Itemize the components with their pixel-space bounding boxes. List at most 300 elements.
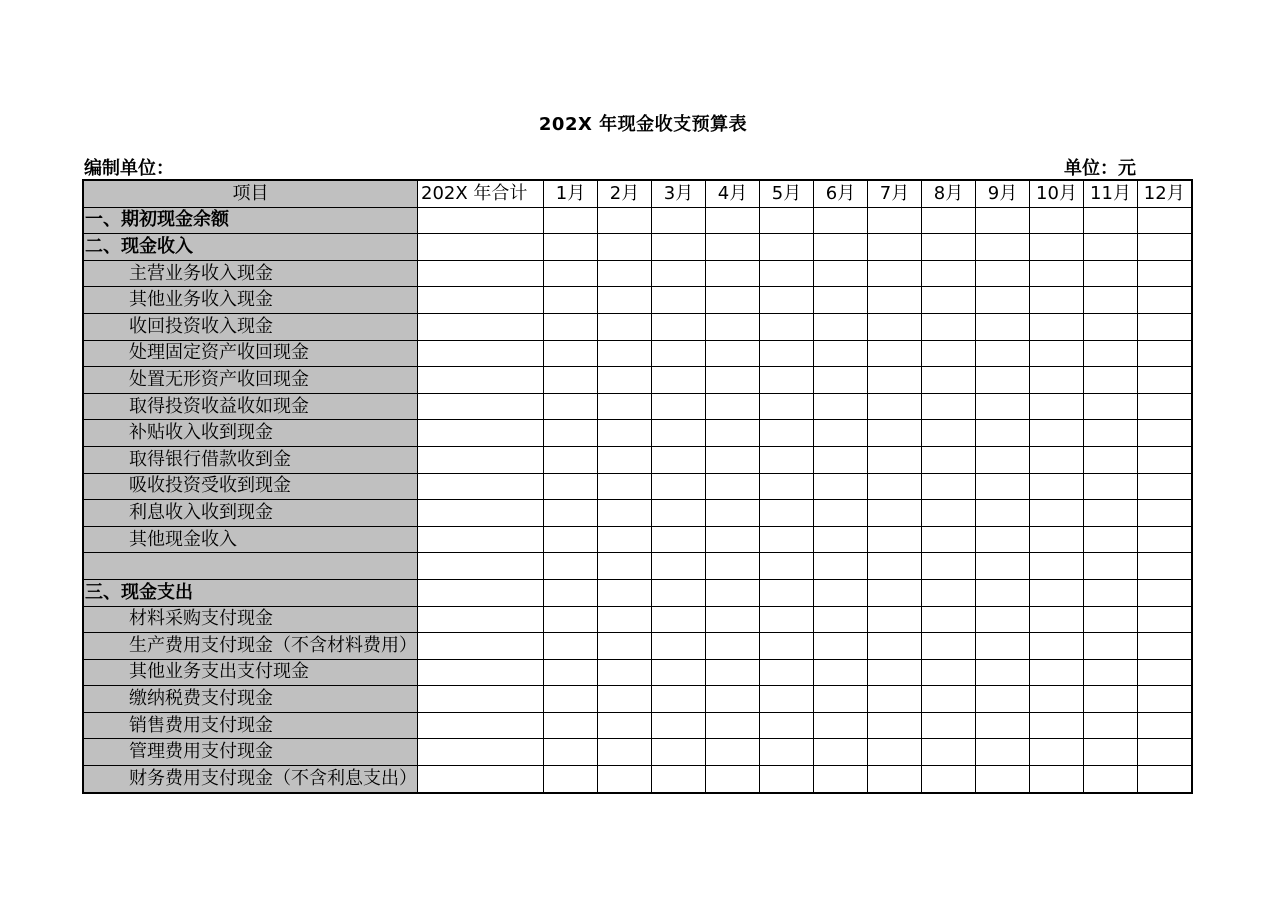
row-label-cell[interactable] [83,686,418,713]
month-cell[interactable] [706,659,760,686]
month-cell[interactable] [760,579,814,606]
total-cell[interactable] [418,207,544,234]
month-cell[interactable] [1084,500,1138,527]
month-cell[interactable] [1138,739,1192,766]
month-cell[interactable] [652,287,706,314]
month-cell[interactable] [1138,313,1192,340]
row-label-cell[interactable] [83,659,418,686]
month-cell[interactable] [976,234,1030,261]
month-cell[interactable] [598,446,652,473]
month-cell[interactable] [652,766,706,793]
month-cell[interactable] [814,420,868,447]
month-cell[interactable] [814,260,868,287]
month-cell[interactable] [922,500,976,527]
month-cell[interactable] [1138,393,1192,420]
month-cell[interactable] [652,473,706,500]
month-cell[interactable] [1138,260,1192,287]
month-cell[interactable] [598,579,652,606]
month-cell[interactable] [544,367,598,394]
total-cell[interactable] [418,234,544,261]
month-cell[interactable] [922,260,976,287]
month-cell[interactable] [652,234,706,261]
row-label-cell[interactable] [83,526,418,553]
month-cell[interactable] [1138,287,1192,314]
month-cell[interactable] [814,287,868,314]
month-cell[interactable] [976,686,1030,713]
row-label-cell[interactable] [83,260,418,287]
month-cell[interactable] [976,207,1030,234]
month-cell[interactable] [1030,367,1084,394]
month-cell[interactable] [868,766,922,793]
month-cell[interactable] [922,393,976,420]
month-cell[interactable] [922,686,976,713]
row-label-cell[interactable] [83,393,418,420]
month-cell[interactable] [706,606,760,633]
month-cell[interactable] [922,633,976,660]
month-cell[interactable] [652,393,706,420]
month-cell[interactable] [976,606,1030,633]
header-month[interactable]: 5月 [760,180,814,207]
month-cell[interactable] [976,420,1030,447]
month-cell[interactable] [922,526,976,553]
month-cell[interactable] [544,606,598,633]
month-cell[interactable] [868,553,922,580]
header-item[interactable]: 项目 [83,180,418,207]
month-cell[interactable] [706,393,760,420]
month-cell[interactable] [652,500,706,527]
month-cell[interactable] [706,473,760,500]
month-cell[interactable] [1030,234,1084,261]
month-cell[interactable] [868,260,922,287]
total-cell[interactable] [418,766,544,793]
month-cell[interactable] [652,633,706,660]
month-cell[interactable] [598,712,652,739]
month-cell[interactable] [652,553,706,580]
month-cell[interactable] [760,393,814,420]
total-cell[interactable] [418,473,544,500]
month-cell[interactable] [1084,367,1138,394]
row-label-cell[interactable] [83,473,418,500]
month-cell[interactable] [1084,287,1138,314]
month-cell[interactable] [1084,420,1138,447]
month-cell[interactable] [1084,526,1138,553]
month-cell[interactable] [1138,340,1192,367]
month-cell[interactable] [976,340,1030,367]
month-cell[interactable] [814,367,868,394]
month-cell[interactable] [544,393,598,420]
month-cell[interactable] [1030,473,1084,500]
month-cell[interactable] [598,234,652,261]
row-label-cell[interactable] [83,340,418,367]
month-cell[interactable] [706,633,760,660]
month-cell[interactable] [706,234,760,261]
header-month[interactable]: 8月 [922,180,976,207]
month-cell[interactable] [598,500,652,527]
month-cell[interactable] [976,393,1030,420]
month-cell[interactable] [760,207,814,234]
month-cell[interactable] [1138,686,1192,713]
month-cell[interactable] [544,420,598,447]
row-label-cell[interactable] [83,287,418,314]
month-cell[interactable] [598,766,652,793]
month-cell[interactable] [544,260,598,287]
month-cell[interactable] [976,712,1030,739]
month-cell[interactable] [544,500,598,527]
total-cell[interactable] [418,633,544,660]
month-cell[interactable] [652,526,706,553]
month-cell[interactable] [544,446,598,473]
month-cell[interactable] [976,473,1030,500]
month-cell[interactable] [1030,207,1084,234]
header-month[interactable]: 1月 [544,180,598,207]
month-cell[interactable] [868,579,922,606]
month-cell[interactable] [1138,633,1192,660]
month-cell[interactable] [868,712,922,739]
month-cell[interactable] [1084,473,1138,500]
month-cell[interactable] [652,340,706,367]
month-cell[interactable] [922,606,976,633]
month-cell[interactable] [544,686,598,713]
month-cell[interactable] [760,739,814,766]
month-cell[interactable] [814,393,868,420]
month-cell[interactable] [814,553,868,580]
row-label-cell[interactable] [83,553,418,580]
month-cell[interactable] [814,633,868,660]
month-cell[interactable] [760,553,814,580]
month-cell[interactable] [652,659,706,686]
month-cell[interactable] [760,287,814,314]
header-month[interactable]: 9月 [976,180,1030,207]
month-cell[interactable] [544,766,598,793]
month-cell[interactable] [922,207,976,234]
month-cell[interactable] [652,712,706,739]
total-cell[interactable] [418,340,544,367]
month-cell[interactable] [1030,712,1084,739]
month-cell[interactable] [976,287,1030,314]
month-cell[interactable] [544,473,598,500]
month-cell[interactable] [1138,606,1192,633]
month-cell[interactable] [1030,579,1084,606]
month-cell[interactable] [922,659,976,686]
month-cell[interactable] [544,207,598,234]
month-cell[interactable] [868,500,922,527]
month-cell[interactable] [814,659,868,686]
month-cell[interactable] [1030,393,1084,420]
header-month[interactable]: 10月 [1030,180,1084,207]
month-cell[interactable] [1084,686,1138,713]
month-cell[interactable] [760,446,814,473]
month-cell[interactable] [1084,234,1138,261]
month-cell[interactable] [598,260,652,287]
month-cell[interactable] [652,313,706,340]
month-cell[interactable] [868,473,922,500]
month-cell[interactable] [868,739,922,766]
month-cell[interactable] [1138,579,1192,606]
month-cell[interactable] [760,420,814,447]
month-cell[interactable] [706,739,760,766]
month-cell[interactable] [922,766,976,793]
month-cell[interactable] [598,340,652,367]
month-cell[interactable] [760,473,814,500]
month-cell[interactable] [976,553,1030,580]
row-label-cell[interactable] [83,606,418,633]
total-cell[interactable] [418,712,544,739]
month-cell[interactable] [544,234,598,261]
month-cell[interactable] [706,686,760,713]
month-cell[interactable] [706,420,760,447]
month-cell[interactable] [598,367,652,394]
total-cell[interactable] [418,420,544,447]
month-cell[interactable] [598,659,652,686]
total-cell[interactable] [418,446,544,473]
month-cell[interactable] [1030,606,1084,633]
row-label-cell[interactable] [83,739,418,766]
header-month[interactable]: 11月 [1084,180,1138,207]
month-cell[interactable] [868,367,922,394]
month-cell[interactable] [544,633,598,660]
month-cell[interactable] [868,207,922,234]
total-cell[interactable] [418,553,544,580]
month-cell[interactable] [544,553,598,580]
total-cell[interactable] [418,393,544,420]
month-cell[interactable] [1030,287,1084,314]
month-cell[interactable] [1138,659,1192,686]
month-cell[interactable] [868,606,922,633]
month-cell[interactable] [868,526,922,553]
month-cell[interactable] [814,579,868,606]
month-cell[interactable] [1030,420,1084,447]
month-cell[interactable] [652,446,706,473]
month-cell[interactable] [976,500,1030,527]
month-cell[interactable] [814,500,868,527]
month-cell[interactable] [1030,313,1084,340]
month-cell[interactable] [1030,739,1084,766]
month-cell[interactable] [868,340,922,367]
month-cell[interactable] [1084,766,1138,793]
month-cell[interactable] [1084,606,1138,633]
month-cell[interactable] [706,766,760,793]
month-cell[interactable] [706,260,760,287]
month-cell[interactable] [706,313,760,340]
month-cell[interactable] [760,766,814,793]
month-cell[interactable] [544,659,598,686]
month-cell[interactable] [1030,659,1084,686]
month-cell[interactable] [814,473,868,500]
month-cell[interactable] [760,633,814,660]
row-label-cell[interactable] [83,766,418,793]
month-cell[interactable] [598,420,652,447]
total-cell[interactable] [418,686,544,713]
month-cell[interactable] [706,500,760,527]
row-label-cell[interactable] [83,633,418,660]
month-cell[interactable] [868,633,922,660]
month-cell[interactable] [598,287,652,314]
month-cell[interactable] [598,207,652,234]
month-cell[interactable] [1138,420,1192,447]
month-cell[interactable] [598,633,652,660]
month-cell[interactable] [868,659,922,686]
month-cell[interactable] [922,579,976,606]
header-month[interactable]: 3月 [652,180,706,207]
month-cell[interactable] [652,686,706,713]
header-month[interactable]: 4月 [706,180,760,207]
month-cell[interactable] [1138,500,1192,527]
total-cell[interactable] [418,526,544,553]
month-cell[interactable] [976,739,1030,766]
month-cell[interactable] [868,287,922,314]
month-cell[interactable] [922,473,976,500]
month-cell[interactable] [976,633,1030,660]
month-cell[interactable] [814,234,868,261]
month-cell[interactable] [922,446,976,473]
total-cell[interactable] [418,367,544,394]
month-cell[interactable] [1084,659,1138,686]
month-cell[interactable] [598,606,652,633]
month-cell[interactable] [760,367,814,394]
month-cell[interactable] [760,500,814,527]
month-cell[interactable] [760,686,814,713]
month-cell[interactable] [1030,446,1084,473]
row-label-cell[interactable] [83,579,418,606]
month-cell[interactable] [1030,686,1084,713]
month-cell[interactable] [1030,766,1084,793]
month-cell[interactable] [598,526,652,553]
month-cell[interactable] [814,340,868,367]
month-cell[interactable] [922,313,976,340]
month-cell[interactable] [652,207,706,234]
month-cell[interactable] [868,234,922,261]
month-cell[interactable] [976,367,1030,394]
row-label-cell[interactable] [83,234,418,261]
month-cell[interactable] [760,260,814,287]
month-cell[interactable] [544,340,598,367]
month-cell[interactable] [1030,553,1084,580]
row-label-cell[interactable] [83,500,418,527]
header-month[interactable]: 2月 [598,180,652,207]
month-cell[interactable] [1138,712,1192,739]
row-label-cell[interactable] [83,446,418,473]
month-cell[interactable] [976,526,1030,553]
month-cell[interactable] [706,207,760,234]
total-cell[interactable] [418,260,544,287]
month-cell[interactable] [652,260,706,287]
month-cell[interactable] [814,207,868,234]
month-cell[interactable] [922,287,976,314]
month-cell[interactable] [706,553,760,580]
month-cell[interactable] [544,287,598,314]
month-cell[interactable] [814,712,868,739]
total-cell[interactable] [418,739,544,766]
month-cell[interactable] [1084,393,1138,420]
row-label-cell[interactable] [83,420,418,447]
month-cell[interactable] [976,659,1030,686]
month-cell[interactable] [1084,739,1138,766]
month-cell[interactable] [1138,234,1192,261]
row-label-cell[interactable] [83,367,418,394]
month-cell[interactable] [706,340,760,367]
month-cell[interactable] [544,313,598,340]
month-cell[interactable] [868,446,922,473]
header-month[interactable]: 12月 [1138,180,1192,207]
header-month[interactable]: 6月 [814,180,868,207]
month-cell[interactable] [652,739,706,766]
total-cell[interactable] [418,659,544,686]
month-cell[interactable] [922,712,976,739]
row-label-cell[interactable] [83,313,418,340]
month-cell[interactable] [1084,633,1138,660]
month-cell[interactable] [544,579,598,606]
month-cell[interactable] [922,367,976,394]
month-cell[interactable] [814,739,868,766]
month-cell[interactable] [1030,526,1084,553]
month-cell[interactable] [544,526,598,553]
month-cell[interactable] [760,712,814,739]
month-cell[interactable] [922,234,976,261]
month-cell[interactable] [976,313,1030,340]
header-total[interactable]: 202X 年合计 [418,180,544,207]
month-cell[interactable] [544,712,598,739]
month-cell[interactable] [760,606,814,633]
month-cell[interactable] [1084,712,1138,739]
month-cell[interactable] [706,446,760,473]
month-cell[interactable] [1084,260,1138,287]
month-cell[interactable] [760,526,814,553]
month-cell[interactable] [1138,473,1192,500]
total-cell[interactable] [418,606,544,633]
month-cell[interactable] [1138,207,1192,234]
month-cell[interactable] [1030,500,1084,527]
month-cell[interactable] [706,579,760,606]
total-cell[interactable] [418,287,544,314]
month-cell[interactable] [814,446,868,473]
month-cell[interactable] [760,234,814,261]
month-cell[interactable] [598,393,652,420]
month-cell[interactable] [1084,446,1138,473]
month-cell[interactable] [976,446,1030,473]
month-cell[interactable] [652,606,706,633]
month-cell[interactable] [1030,260,1084,287]
month-cell[interactable] [1138,367,1192,394]
month-cell[interactable] [922,739,976,766]
month-cell[interactable] [814,766,868,793]
month-cell[interactable] [544,739,598,766]
month-cell[interactable] [652,420,706,447]
month-cell[interactable] [760,313,814,340]
month-cell[interactable] [922,553,976,580]
month-cell[interactable] [1084,207,1138,234]
month-cell[interactable] [976,766,1030,793]
month-cell[interactable] [868,420,922,447]
month-cell[interactable] [814,686,868,713]
month-cell[interactable] [868,313,922,340]
month-cell[interactable] [1084,313,1138,340]
month-cell[interactable] [868,393,922,420]
month-cell[interactable] [706,712,760,739]
month-cell[interactable] [598,739,652,766]
month-cell[interactable] [1138,446,1192,473]
row-label-cell[interactable] [83,712,418,739]
month-cell[interactable] [1084,579,1138,606]
month-cell[interactable] [868,686,922,713]
month-cell[interactable] [652,579,706,606]
month-cell[interactable] [706,526,760,553]
total-cell[interactable] [418,313,544,340]
month-cell[interactable] [1138,526,1192,553]
month-cell[interactable] [1138,553,1192,580]
month-cell[interactable] [976,579,1030,606]
month-cell[interactable] [760,659,814,686]
month-cell[interactable] [706,287,760,314]
